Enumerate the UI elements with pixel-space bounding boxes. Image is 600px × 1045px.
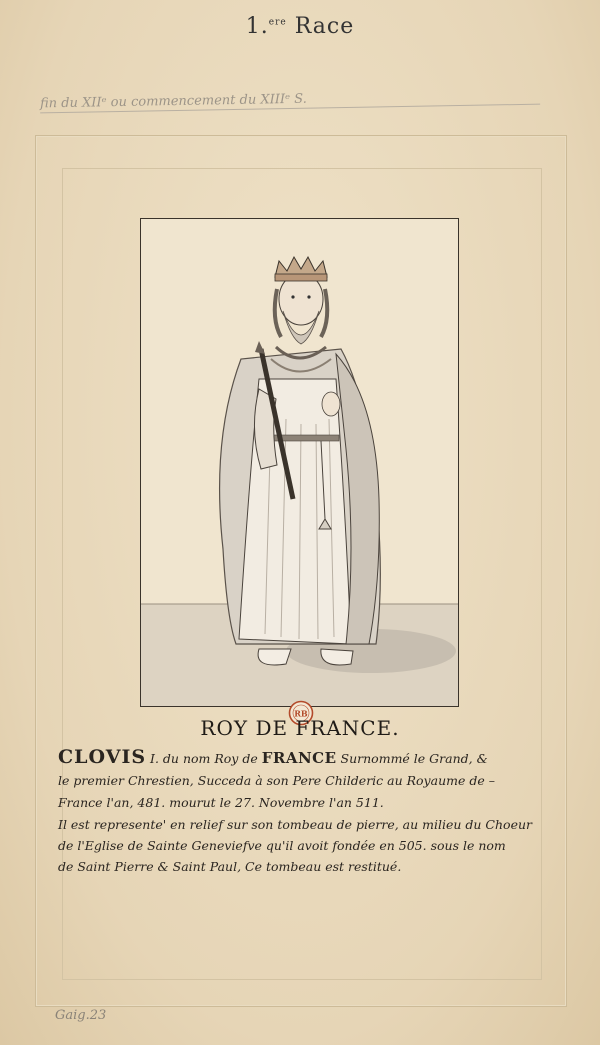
race-word: Race [294,14,355,39]
portrait-frame [140,218,459,707]
caption-line-2: le premier Chrestien, Succeda à son Pere Childeric au Royaume de – [58,773,495,788]
king-figure-illustration [141,219,458,706]
caption-line-4: Il est represente' en relief sur son tombeau de pierre, au milieu du Choeur [58,817,532,832]
caption-line-3: France l'an, 481. mourut le 27. Novembre l'an 511. [58,795,384,810]
stamp-text: RB [294,708,308,719]
caption-line-1 [58,746,546,770]
caption-line-5: de l'Eglise de Sainte Geneviefve qu'il avoit fondée en 505. sous le nom [58,838,506,853]
caption-country: FRANCE [261,749,337,767]
race-number: 1. [245,14,269,39]
caption-name: CLOVIS [58,746,147,768]
plate-title: ROY DE FRANCE. [200,716,400,740]
caption-line-1-part-a: I. du nom Roy de [150,751,258,766]
caption-line-6: de Saint Pierre & Saint Paul, Ce tombeau est restitué. [58,859,402,874]
caption-line-1-part-b: Surnommé le Grand, & [340,751,488,766]
caption-text [58,746,546,877]
race-header [0,14,600,39]
race-sup: ere [268,17,287,28]
pencil-annotation: fin du XIIᵉ ou commencement du XIIIᵉ S. [40,88,540,112]
shelfmark: Gaig.23 [55,1008,107,1023]
